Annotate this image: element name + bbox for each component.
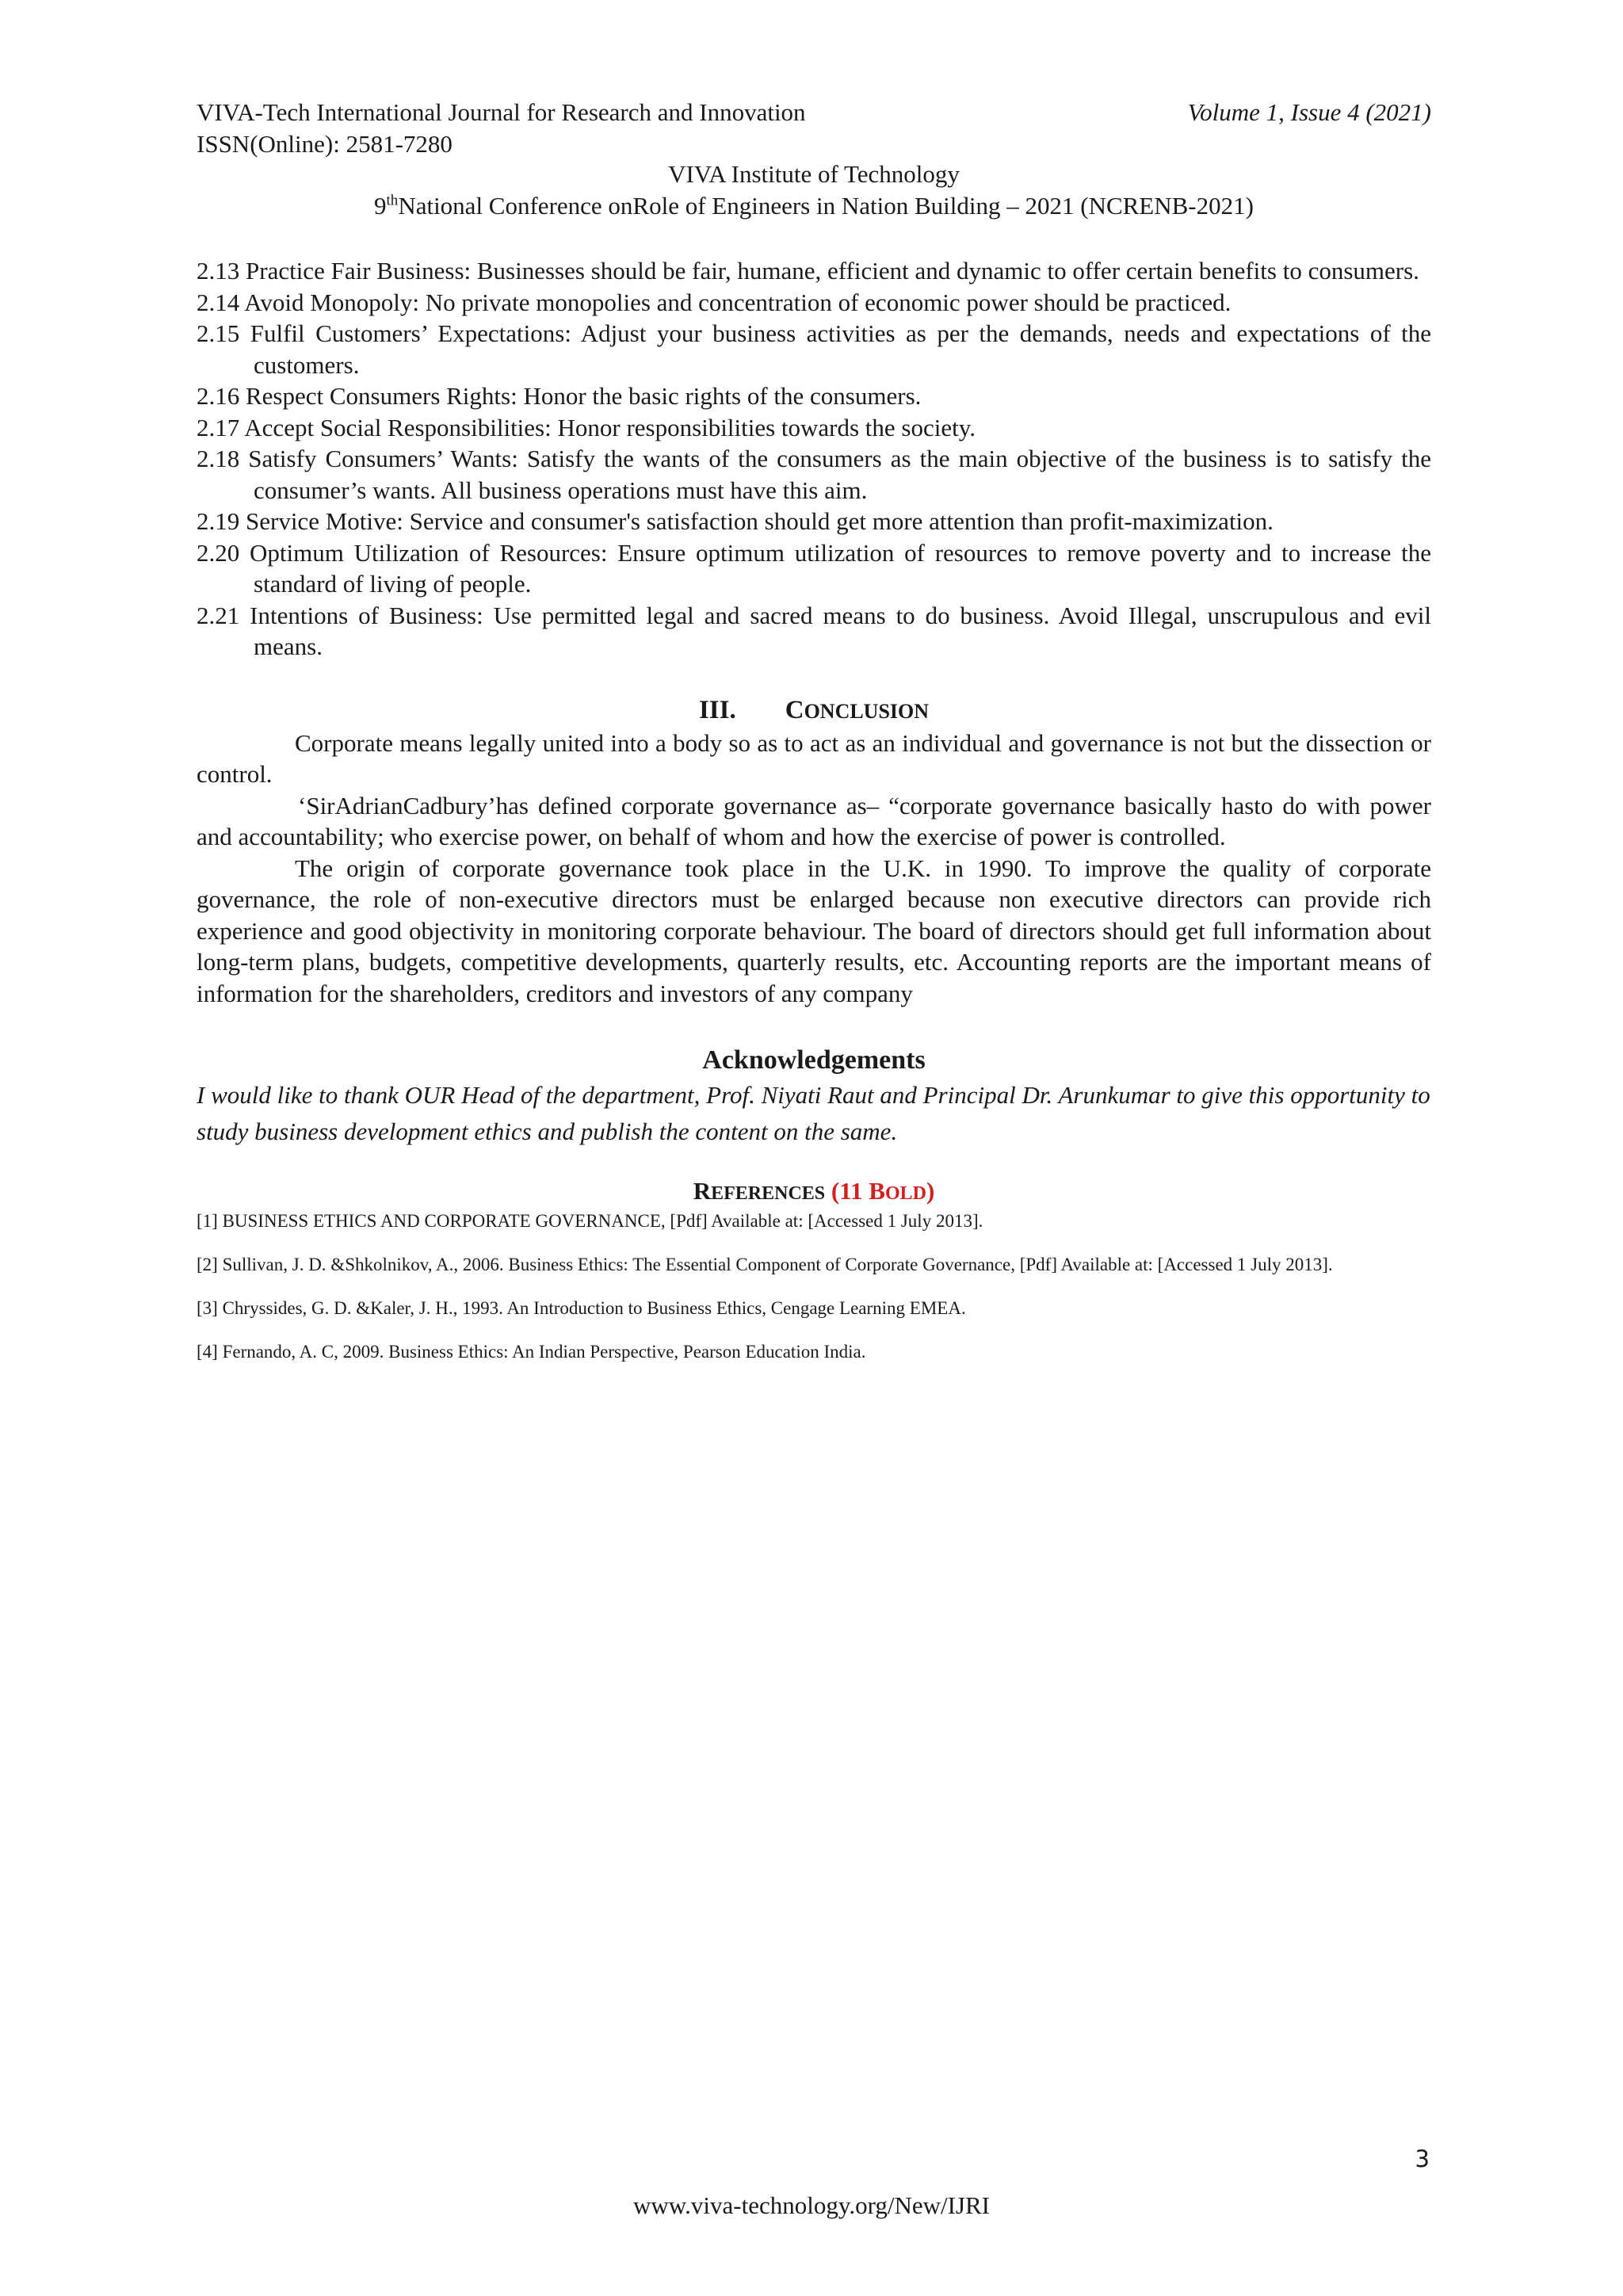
list-item: 2.21 Intentions of Business: Use permitted legal and sacred means to do business. Avoid Illegal, unscrupulous and evil means. <box>197 601 1431 660</box>
conclusion-paragraph: The origin of corporate governance took place in the U.K. in 1990. To improve the quality of corporate governance, the role of non-executive directors must be enlarged because non executive directors can provide rich experience and good objectivity in monitoring corporate behaviour. The board of directors should get full information about long-term plans, budgets, competitive developments, quarterly results, etc. Accounting reports are the important means of information for the shareholders, creditors and investors of any company <box>197 854 1431 1007</box>
conference-name <box>197 190 1431 222</box>
references-note-open: (11 <box>831 1177 869 1205</box>
reference-item: [4] Fernando, A. C, 2009. Business Ethics: An Indian Perspective, Pearson Education India. <box>197 1342 866 1362</box>
page-number: 3 <box>1415 2145 1430 2172</box>
section-title-rest: ONCLUSION <box>804 699 930 723</box>
references-heading <box>197 1175 1431 1209</box>
list-item: 2.20 Optimum Utilization of Resources: Ensure optimum utilization of resources to remove poverty and to increase the standard of living of people. <box>197 538 1431 598</box>
ethics-list <box>197 255 1431 663</box>
list-item: 2.14 Avoid Monopoly: No private monopolies and concentration of economic power should be practiced. <box>197 288 1232 316</box>
journal-title: VIVA-Tech International Journal for Research and Innovation <box>197 98 806 126</box>
reference-item: [1] BUSINESS ETHICS AND CORPORATE GOVERNANCE, [Pdf] Available at: [Accessed 1 July 2013]. <box>197 1211 983 1231</box>
journal-issn: ISSN(Online): 2581-7280 <box>197 130 453 158</box>
conclusion-paragraph: ‘SirAdrianCadbury’has defined corporate governance as– “corporate governance basically hasto do with power and accountability; who exercise power, on behalf of whom and how the exercise of power is controlled. <box>197 791 1431 850</box>
main-content <box>197 255 1431 1384</box>
references-note-rest: OLD <box>884 1183 926 1204</box>
conference-ordinal-suffix: th <box>386 192 399 209</box>
section-title-initial: C <box>785 695 804 724</box>
list-item: 2.18 Satisfy Consumers’ Wants: Satisfy the wants of the consumers as the main objective of the business is to satisfy the consumer’s wants. All business operations must have this aim. <box>197 445 1431 504</box>
footer-url: www.viva-technology.org/New/IJRI <box>633 2191 990 2219</box>
list-item: 2.13 Practice Fair Business: Businesses should be fair, humane, efficient and dynamic to offer certain benefits to consumers. <box>197 257 1419 285</box>
list-item: 2.16 Respect Consumers Rights: Honor the basic rights of the consumers. <box>197 382 922 410</box>
list-item: 2.19 Service Motive: Service and consumer's satisfaction should get more attention than profit-maximization. <box>197 507 1274 535</box>
references-note-initial: B <box>869 1177 885 1205</box>
institute-name: VIVA Institute of Technology <box>668 160 960 188</box>
references-title-rest: EFERENCES <box>711 1183 826 1204</box>
reference-item: [2] Sullivan, J. D. &Shkolnikov, A., 2006. Business Ethics: The Essential Component of Corporate Governance, [Pdf] Available at: [Accessed 1 July 2013]. <box>197 1255 1333 1274</box>
acknowledgements-heading: Acknowledgements <box>702 1045 926 1075</box>
reference-item: [3] Chryssides, G. D. &Kaler, J. H., 1993. An Introduction to Business Ethics, Cengage Learning EMEA. <box>197 1298 966 1318</box>
conference-header <box>197 159 1431 222</box>
acknowledgements-text: I would like to thank OUR Head of the department, Prof. Niyati Raut and Principal Dr. Arunkumar to give this opportunity to study business development ethics and publish the content on the same. <box>197 1081 1430 1145</box>
references-title-initial: R <box>693 1177 712 1205</box>
references-note-close: ) <box>926 1177 935 1205</box>
section-number: III. <box>698 695 736 724</box>
conclusion-heading <box>197 694 1431 728</box>
conference-title: National Conference onRole of Engineers in Nation Building – 2021 (NCRENB-2021) <box>398 192 1254 220</box>
list-item: 2.17 Accept Social Responsibilities: Honor responsibilities towards the society. <box>197 413 976 441</box>
list-item: 2.15 Fulfil Customers’ Expectations: Adjust your business activities as per the demands, needs and expectations of the customers. <box>197 319 1431 379</box>
conclusion-paragraph: Corporate means legally united into a body so as to act as an individual and governance is not but the dissection or control. <box>197 728 1431 788</box>
reference-list <box>197 1209 1431 1363</box>
journal-header <box>197 97 806 160</box>
volume-issue: Volume 1, Issue 4 (2021) <box>1187 98 1431 126</box>
conference-ordinal: 9 <box>374 192 387 220</box>
